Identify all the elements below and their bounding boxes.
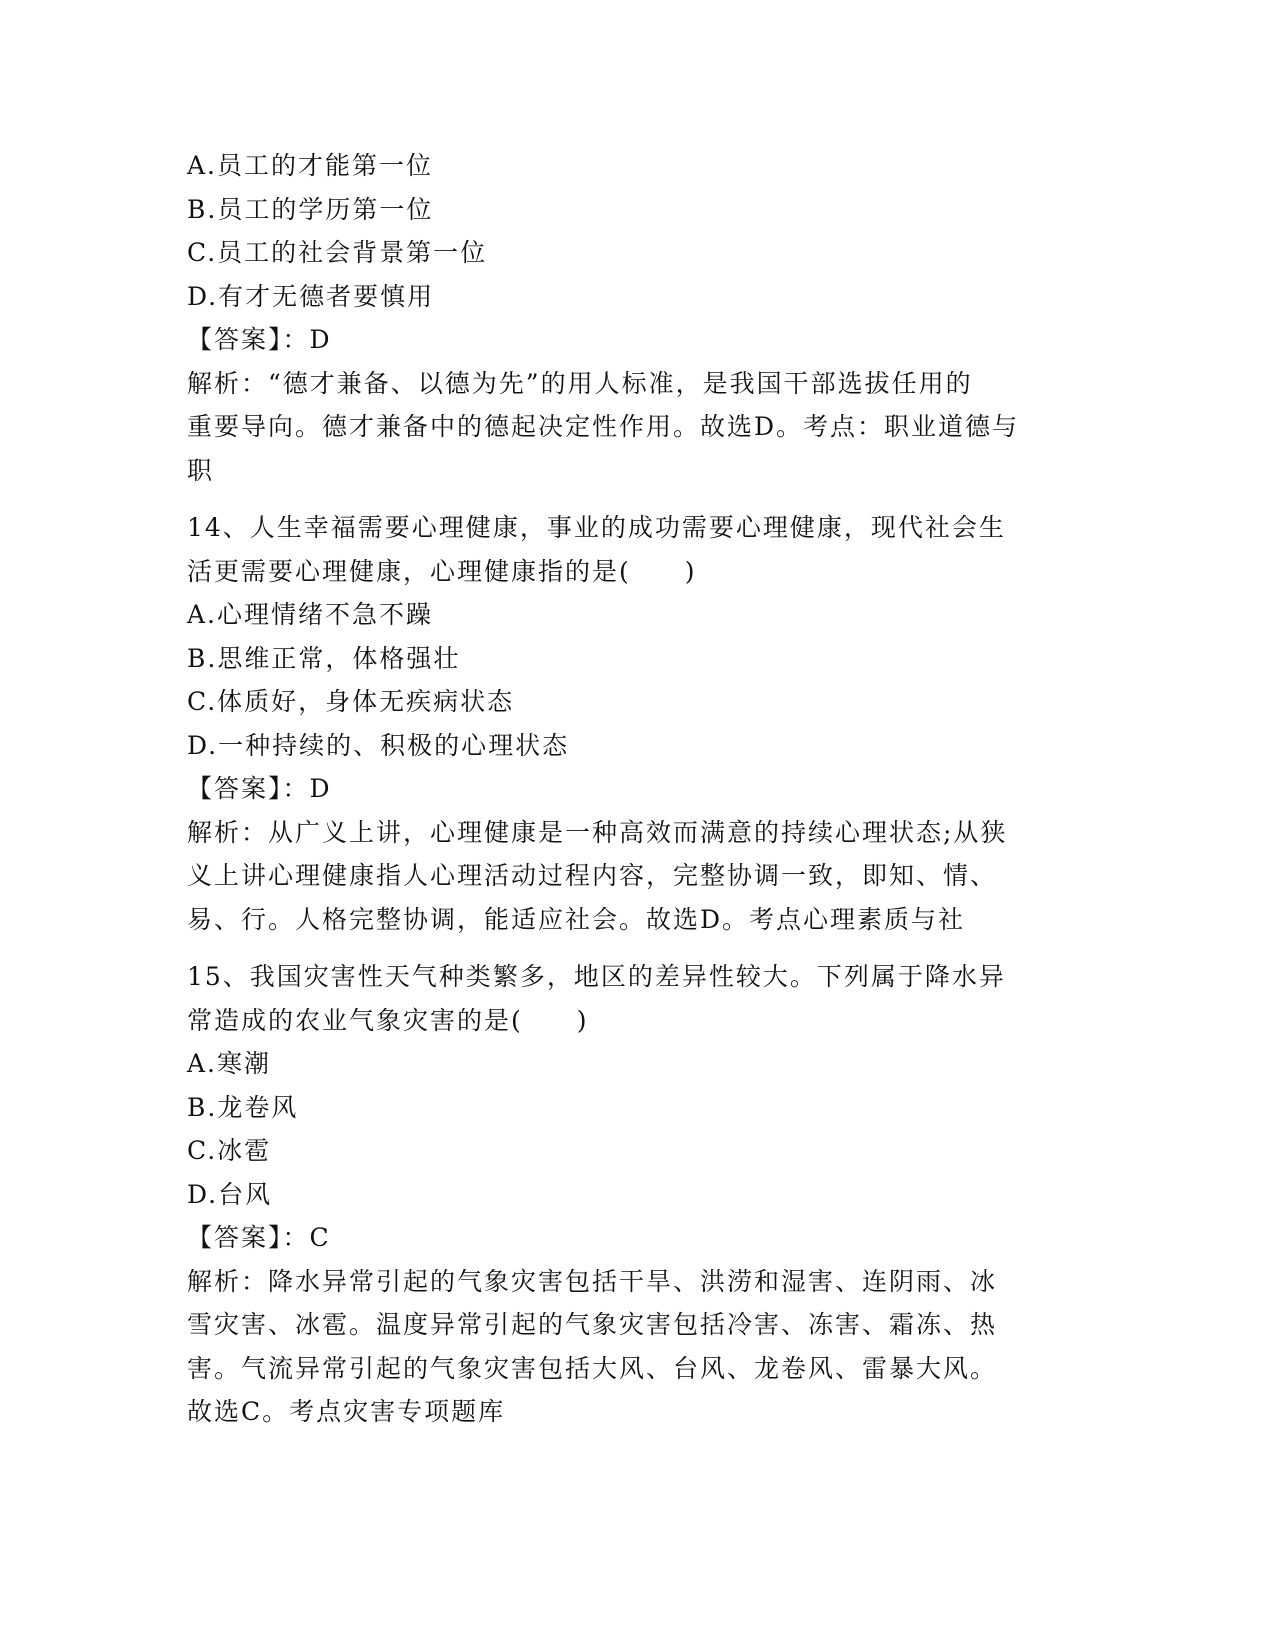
question-text: 常造成的农业气象灾害的是( ) bbox=[187, 1005, 589, 1035]
answer-line: 【答案】：D bbox=[187, 325, 332, 354]
question-14-block bbox=[187, 506, 1087, 941]
option-b: B.思维正常，体格强壮 bbox=[187, 643, 461, 673]
answer-line: 【答案】：C bbox=[187, 1223, 331, 1252]
option-c: C.员工的社会背景第一位 bbox=[187, 238, 488, 267]
answer-line: 【答案】：D bbox=[187, 774, 332, 803]
document-page bbox=[187, 144, 1087, 1434]
option-c: C.体质好，身体无疾病状态 bbox=[187, 687, 515, 716]
analysis-line: 害。气流异常引起的气象灾害包括大风、台风、龙卷风、雷暴大风。 bbox=[187, 1353, 998, 1383]
option-a: A.心理情绪不急不躁 bbox=[187, 600, 434, 629]
analysis-line: 重要导向。德才兼备中的德起决定性作用。故选D。考点：职业道德与 bbox=[187, 412, 1020, 441]
question-13-block bbox=[187, 144, 1087, 492]
option-b: B.员工的学历第一位 bbox=[187, 194, 434, 224]
analysis-line: 解析：从广义上讲，心理健康是一种高效而满意的持续心理状态;从狭 bbox=[187, 817, 1008, 847]
option-d: D.有才无德者要慎用 bbox=[187, 281, 435, 311]
option-b: B.龙卷风 bbox=[187, 1092, 299, 1122]
question-15-block bbox=[187, 955, 1087, 1434]
analysis-line: 易、行。人格完整协调，能适应社会。故选D。考点心理素质与社 bbox=[187, 904, 966, 934]
section-gap bbox=[187, 492, 1087, 506]
analysis-line: 解析：“德才兼备、以德为先”的用人标准，是我国干部选拔任用的 bbox=[187, 368, 973, 398]
question-text: 14、人生幸福需要心理健康，事业的成功需要心理健康，现代社会生 bbox=[187, 513, 1006, 542]
question-text: 15、我国灾害性天气种类繁多，地区的差异性较大。下列属于降水异 bbox=[187, 962, 1006, 991]
analysis-line: 义上讲心理健康指人心理活动过程内容，完整协调一致，即知、情、 bbox=[187, 861, 998, 890]
analysis-line: 解析：降水异常引起的气象灾害包括干旱、洪涝和湿害、连阴雨、冰 bbox=[187, 1266, 998, 1296]
option-a: A.员工的才能第一位 bbox=[187, 151, 434, 180]
analysis-line: 故选C。考点灾害专项题库 bbox=[187, 1397, 506, 1426]
option-a: A.寒潮 bbox=[187, 1049, 272, 1078]
analysis-line: 职 bbox=[187, 455, 215, 485]
option-d: D.台风 bbox=[187, 1179, 273, 1209]
analysis-line: 雪灾害、冰雹。温度异常引起的气象灾害包括冷害、冻害、霜冻、热 bbox=[187, 1310, 998, 1339]
option-d: D.一种持续的、积极的心理状态 bbox=[187, 730, 570, 760]
option-c: C.冰雹 bbox=[187, 1136, 272, 1165]
section-gap bbox=[187, 941, 1087, 955]
question-text: 活更需要心理健康，心理健康指的是( ) bbox=[187, 556, 697, 586]
